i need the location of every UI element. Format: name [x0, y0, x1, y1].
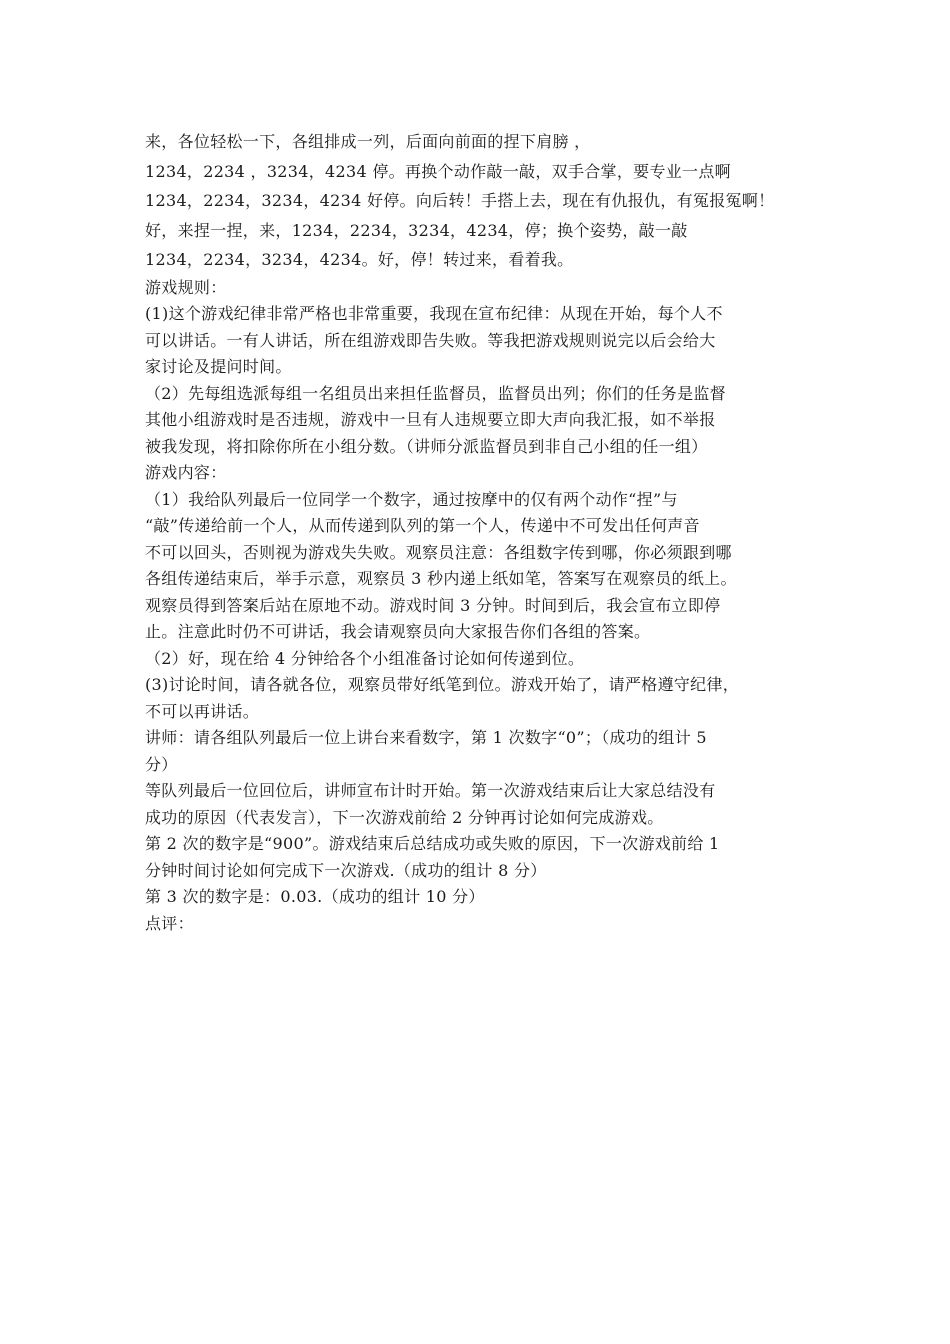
text-line-22: 不可以再讲话。 [145, 701, 260, 721]
text-line-11: 其他小组游戏时是否违规，游戏中一旦有人违规要立即大声向我汇报，如不举报 [145, 410, 716, 429]
section-heading-content: 游戏内容： [145, 463, 227, 482]
text-line-28: 分钟时间讨论如何完成下一次游戏.（成功的组计 8 分） [145, 860, 547, 880]
text-line-16: 不可以回头，否则视为游戏失失败。观察员注意：各组数字传到哪，你必须跟到哪 [145, 542, 732, 562]
text-line-25: 等队列最后一位回位后，讲师宣布计时开始。第一次游戏结束后让大家总结没有 [145, 781, 716, 800]
text-line-10: （2）先每组选派每组一名组员出来担任监督员，监督员出列；你们的任务是监督 [145, 383, 726, 403]
text-line-20: （2）好，现在给 4 分钟给各个小组准备讨论如何传递到位。 [145, 648, 585, 668]
text-line-8: 可以讲话。一有人讲话，所在组游戏即告失败。等我把游戏规则说完以后会给大 [145, 330, 716, 350]
text-line-15: “敲”传递给前一个人，从而传递到队列的第一个人，传递中不可发出任何声音 [145, 516, 700, 535]
text-line-18: 观察员得到答案后站在原地不动。游戏时间 3 分钟。时间到后，我会宣布立即停 [145, 595, 721, 615]
text-line-26: 成功的原因（代表发言），下一次游戏前给 2 分钟再讨论如何完成游戏。 [145, 807, 664, 827]
text-line-14: （1）我给队列最后一位同学一个数字，通过按摩中的仅有两个动作“捏”与 [145, 489, 678, 509]
text-line-24: 分） [145, 754, 178, 774]
section-heading-review: 点评： [145, 913, 194, 933]
section-heading-rules: 游戏规则： [145, 277, 227, 297]
text-line-2: 1234，2234 ，3234，4234 停。再换个动作敲一敲，双手合掌，要专业一点啊 [145, 161, 731, 181]
text-line-17: 各组传递结束后，举手示意，观察员 3 秒内递上纸如笔，答案写在观察员的纸上。 [145, 569, 737, 588]
text-line-19: 止。注意此时仍不可讲话，我会请观察员向大家报告你们各组的答案。 [145, 622, 651, 641]
text-line-5: 1234，2234，3234，4234。好，停！转过来，看着我。 [145, 250, 574, 269]
text-line-23: 讲师：请各组队列最后一位上讲台来看数字，第 1 次数字“0”；（成功的组计 5 [145, 728, 707, 747]
text-line-12: 被我发现，将扣除你所在小组分数。（讲师分派监督员到非自己小组的任一组） [145, 436, 708, 456]
text-line-3: 1234，2234，3234，4234 好停。向后转！手搭上去，现在有仇报仇，有冤报冤啊！ [145, 191, 775, 210]
text-line-1: 来，各位轻松一下，各组排成一列，后面向前面的捏下肩膀 ， [145, 132, 591, 151]
text-line-9: 家讨论及提问时间。 [145, 357, 292, 376]
text-line-21: (3)讨论时间，请各就各位，观察员带好纸笔到位。游戏开始了，请严格遵守纪律， [145, 675, 740, 694]
text-line-7: (1)这个游戏纪律非常严格也非常重要，我现在宣布纪律：从现在开始，每个人不 [145, 304, 723, 323]
text-line-29: 第 3 次的数字是：0.03.（成功的组计 10 分） [145, 887, 485, 906]
text-line-27: 第 2 次的数字是“900”。游戏结束后总结成功或失败的原因，下一次游戏前给 1 [145, 834, 720, 853]
text-line-4: 好，来捏一捏，来，1234，2234，3234，4234，停；换个姿势，敲一敲 [145, 220, 688, 240]
document-body [145, 127, 810, 937]
